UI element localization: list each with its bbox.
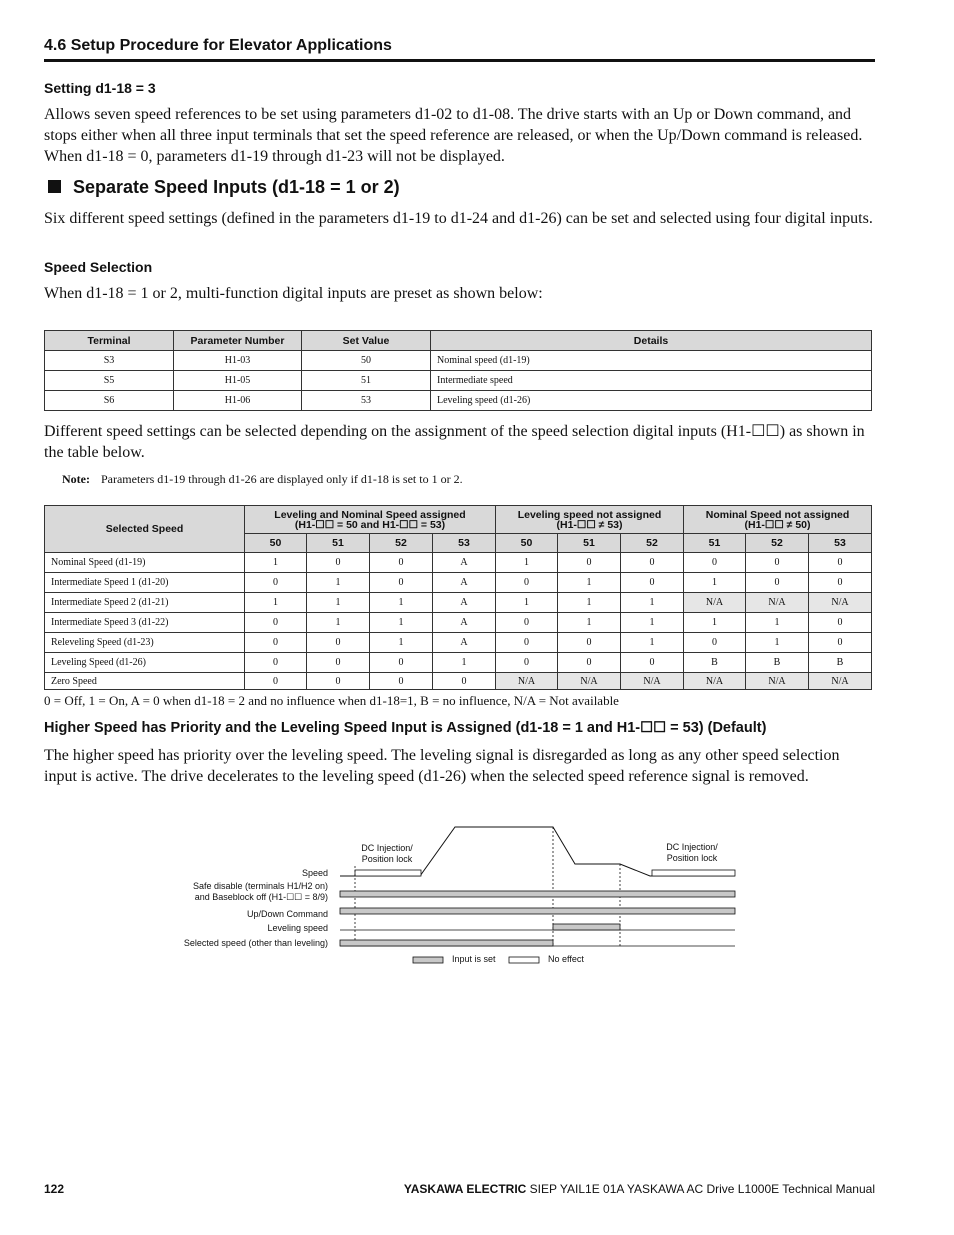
- table-cell: 0: [245, 673, 307, 690]
- table-cell: 0: [370, 573, 433, 593]
- table-cell: 1: [307, 593, 370, 613]
- subheader-cell: 52: [746, 534, 809, 553]
- row-label-speed: Speed: [301, 868, 328, 878]
- table-cell: 0: [370, 653, 433, 673]
- subheader-cell: 50: [245, 534, 307, 553]
- table-cell: Leveling speed (d1-26): [431, 391, 872, 411]
- row-label: Intermediate Speed 1 (d1-20): [45, 573, 245, 593]
- safe-disable-signal-bar: [340, 891, 735, 897]
- table-cell: 50: [302, 351, 431, 371]
- table-cell: 0: [370, 553, 433, 573]
- subheader-cell: 52: [621, 534, 684, 553]
- separate-speed-heading-text: Separate Speed Inputs (d1-18 = 1 or 2): [73, 177, 400, 197]
- table-cell: 1: [684, 613, 746, 633]
- setting-d1-18-3-heading: Setting d1-18 = 3: [44, 80, 156, 96]
- row-label-leveling: Leveling speed: [267, 923, 328, 933]
- table-cell: 0: [621, 653, 684, 673]
- section-title: 4.6 Setup Procedure for Elevator Applications: [44, 37, 392, 54]
- table-cell: 0: [307, 633, 370, 653]
- row-label-selected: Selected speed (other than leveling): [183, 938, 328, 948]
- table-cell: 1: [307, 573, 370, 593]
- table-cell: 0: [621, 553, 684, 573]
- table-cell: 1: [370, 613, 433, 633]
- table-cell: 0: [496, 573, 558, 593]
- subheader-cell: 51: [307, 534, 370, 553]
- table-cell: 1: [558, 573, 621, 593]
- subheader-cell: 53: [809, 534, 872, 553]
- footer-doc-info: [404, 1182, 875, 1196]
- row-label-updown: Up/Down Command: [246, 909, 328, 919]
- row-label: Zero Speed: [45, 673, 245, 690]
- group-header-line2: (H1-☐☐ ≠ 53): [556, 518, 623, 531]
- dc-left-line1: DC Injection/: [361, 843, 413, 853]
- table-cell: 1: [746, 633, 809, 653]
- row-label-safe-line2: and Baseblock off (H1-☐☐ = 8/9): [194, 892, 328, 902]
- note-label: Note:: [62, 472, 90, 486]
- table-cell: 0: [245, 573, 307, 593]
- table-cell: 51: [302, 371, 431, 391]
- legend-input-set-swatch: [413, 957, 443, 963]
- speed-selection-heading: Speed Selection: [44, 259, 153, 275]
- speed-selection-text: When d1-18 = 1 or 2, multi-function digital inputs are preset as shown below:: [44, 285, 543, 302]
- table-cell: N/A: [746, 593, 809, 613]
- table-header-cell: Parameter Number: [174, 331, 302, 351]
- table-cell: A: [433, 593, 496, 613]
- table-cell: N/A: [809, 673, 872, 690]
- table-cell: 0: [684, 633, 746, 653]
- table-cell: A: [433, 633, 496, 653]
- table-cell: A: [433, 573, 496, 593]
- higher-speed-text: The higher speed has priority over the leveling speed. The leveling signal is disregarded as long as any other speed selection input is active. The drive decelerates to the leveling speed (d1-26) when the selected speed reference signal is removed.: [44, 747, 840, 785]
- table-cell: 1: [558, 593, 621, 613]
- table-cell: B: [684, 653, 746, 673]
- dc-right-line2: Position lock: [666, 853, 718, 863]
- updown-signal-bar: [340, 908, 735, 914]
- table-cell: N/A: [746, 673, 809, 690]
- table-cell: H1-05: [174, 371, 302, 391]
- table-cell: 1: [307, 613, 370, 633]
- table-header-cell: Set Value: [302, 331, 431, 351]
- table-cell: 0: [746, 553, 809, 573]
- table-cell: 0: [245, 633, 307, 653]
- table-cell: 1: [370, 633, 433, 653]
- group-header-line1: Nominal Speed not assigned: [705, 508, 850, 521]
- table-cell: S5: [45, 371, 174, 391]
- row-label-safe-line1: Safe disable (terminals H1/H2 on): [192, 881, 328, 891]
- table-cell: H1-03: [174, 351, 302, 371]
- table-cell: 1: [496, 553, 558, 573]
- different-speed-text: Different speed settings can be selected depending on the assignment of the speed selection digital inputs (H1-☐☐) as shown in the table below.: [44, 423, 865, 461]
- footer-doc: SIEP YAIL1E 01A YASKAWA AC Drive L1000E Technical Manual: [529, 1182, 875, 1196]
- table-cell: 1: [245, 553, 307, 573]
- row-label: Intermediate Speed 3 (d1-22): [45, 613, 245, 633]
- table-cell: A: [433, 553, 496, 573]
- table-cell: 1: [621, 593, 684, 613]
- table-cell: B: [746, 653, 809, 673]
- table-cell: 0: [307, 653, 370, 673]
- leveling-signal-bar: [553, 924, 620, 930]
- table-cell: S6: [45, 391, 174, 411]
- table-cell: Nominal speed (d1-19): [431, 351, 872, 371]
- group-header-line1: Leveling speed not assigned: [517, 508, 662, 521]
- table-cell: 0: [746, 573, 809, 593]
- legend-no-effect-swatch: [509, 957, 539, 963]
- dc-injection-left-bar: [355, 870, 421, 876]
- group-header-line1: Leveling and Nominal Speed assigned: [274, 508, 466, 521]
- table-cell: 1: [746, 613, 809, 633]
- table-cell: S3: [45, 351, 174, 371]
- table-header-cell: Terminal: [45, 331, 174, 351]
- table-cell: 0: [558, 653, 621, 673]
- table-cell: N/A: [809, 593, 872, 613]
- table-legend: 0 = Off, 1 = On, A = 0 when d1-18 = 2 and no influence when d1-18=1, B = no influence, N/A = Not available: [44, 693, 619, 708]
- table-cell: N/A: [558, 673, 621, 690]
- dc-left-line2: Position lock: [361, 854, 413, 864]
- dc-injection-right-bar: [652, 870, 735, 876]
- table-cell: 0: [496, 613, 558, 633]
- table-cell: H1-06: [174, 391, 302, 411]
- table-cell: 1: [621, 613, 684, 633]
- row-label: Releveling Speed (d1-23): [45, 633, 245, 653]
- table-cell: 0: [684, 553, 746, 573]
- table-cell: 0: [809, 613, 872, 633]
- subheader-cell: 50: [496, 534, 558, 553]
- note-text: Parameters d1-19 through d1-26 are displayed only if d1-18 is set to 1 or 2.: [100, 472, 463, 486]
- group-header-line2: (H1-☐☐ = 50 and H1-☐☐ = 53): [294, 518, 446, 531]
- table-cell: 1: [245, 593, 307, 613]
- subheader-cell: 53: [433, 534, 496, 553]
- table-cell: 0: [245, 653, 307, 673]
- table-cell: 1: [558, 613, 621, 633]
- row-label-safe-disable: [28, 881, 328, 903]
- table-cell: 53: [302, 391, 431, 411]
- page-number: 122: [44, 1182, 65, 1196]
- row-label: Nominal Speed (d1-19): [45, 553, 245, 573]
- table-cell: Intermediate speed: [431, 371, 872, 391]
- table-cell: 0: [809, 573, 872, 593]
- table-cell: 0: [496, 633, 558, 653]
- table-cell: 0: [558, 553, 621, 573]
- group-header-line2: (H1-☐☐ ≠ 50): [744, 518, 811, 531]
- separate-speed-text: Six different speed settings (defined in the parameters d1-19 to d1-24 and d1-26) can be set and selected using four digital inputs.: [44, 210, 873, 227]
- higher-speed-heading: Higher Speed has Priority and the Leveling Speed Input is Assigned (d1-18 = 1 and H1-☐☐ = 53) (Default): [44, 720, 767, 736]
- row-label: Leveling Speed (d1-26): [45, 653, 245, 673]
- table-cell: A: [433, 613, 496, 633]
- table-cell: N/A: [496, 673, 558, 690]
- table-cell: 0: [809, 633, 872, 653]
- table-cell: B: [809, 653, 872, 673]
- table-cell: 0: [307, 553, 370, 573]
- table-cell: 1: [621, 633, 684, 653]
- legend-input-set-label: Input is set: [452, 954, 496, 964]
- table-cell: 0: [307, 673, 370, 690]
- subheader-cell: 51: [684, 534, 746, 553]
- dc-injection-right-label: [657, 842, 727, 864]
- subheader-cell: 52: [370, 534, 433, 553]
- table-cell: 0: [809, 553, 872, 573]
- legend-no-effect-label: No effect: [548, 954, 584, 964]
- dc-injection-left-label: [352, 843, 422, 865]
- table-header-cell: Details: [431, 331, 872, 351]
- table-cell: 1: [370, 593, 433, 613]
- table-cell: N/A: [684, 673, 746, 690]
- table-cell: 0: [370, 673, 433, 690]
- table-cell: 0: [245, 613, 307, 633]
- table-cell: N/A: [684, 593, 746, 613]
- table-cell: 1: [684, 573, 746, 593]
- subheader-cell: 51: [558, 534, 621, 553]
- table-cell: N/A: [621, 673, 684, 690]
- selected-signal-bar: [340, 940, 553, 946]
- table-cell: 0: [558, 633, 621, 653]
- table-cell: 1: [496, 593, 558, 613]
- table-cell: 0: [433, 673, 496, 690]
- setting-d1-18-3-text: Allows seven speed references to be set using parameters d1-02 to d1-08. The drive starts with an Up or Down command, and stops either when all three input terminals that set the speed reference are released, or when the Up/Down command is released. When d1-18 = 0, parameters d1-19 through d1-23 will not be displayed.: [44, 106, 863, 165]
- table-cell: 1: [433, 653, 496, 673]
- table-cell: 0: [621, 573, 684, 593]
- footer-brand: YASKAWA ELECTRIC: [403, 1182, 527, 1196]
- selected-speed-header: Selected Speed: [45, 506, 245, 553]
- row-label: Intermediate Speed 2 (d1-21): [45, 593, 245, 613]
- table-cell: 0: [496, 653, 558, 673]
- dc-right-line1: DC Injection/: [666, 842, 718, 852]
